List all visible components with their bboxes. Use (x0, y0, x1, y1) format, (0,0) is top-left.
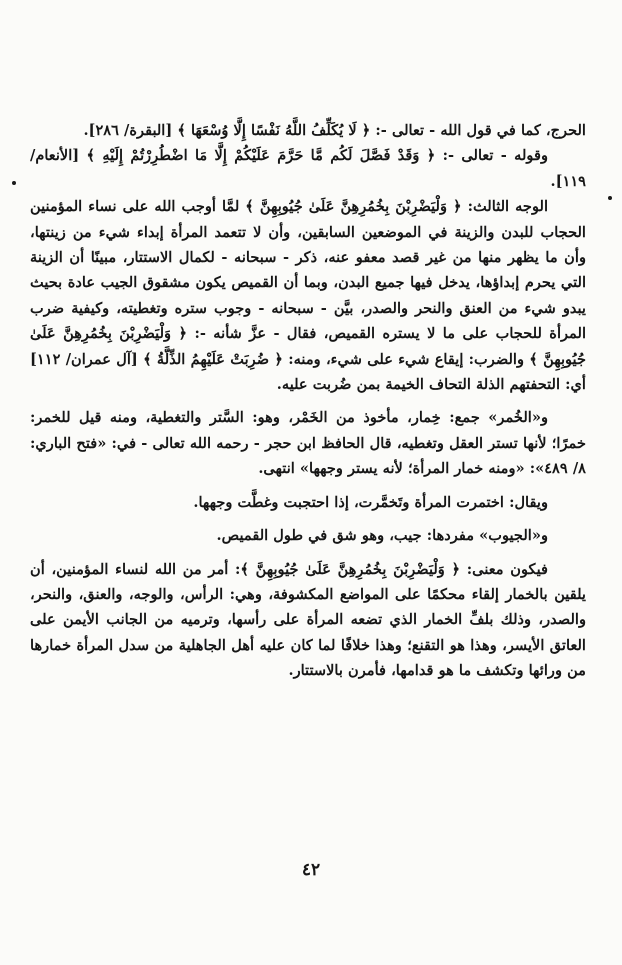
paragraph-line: الحرج، كما في قول الله - تعالى -: ﴿ لَا يُكَلِّفُ اللَّهُ نَفْسًا إِلَّا وُسْعَهَا ﴾ [البقرة/ ٢٨٦]. (83, 122, 586, 139)
paragraph-meaning: فيكون معنى: ﴿ وَلْيَضْرِبْنَ بِخُمُرِهِنَّ عَلَىٰ جُيُوبِهِنَّ ﴾: أمر من الله لنساء المؤمنين، أن يلقين بالخمار إلقاء محكمًا على المواضع المكشوفة، وهي: الرأس، والوجه، والعنق، والنحر، والصدر، وذلك بلفِّ الخمار الذي تضعه المرأة على رأسها، وترميه من الجانب الأيمن على العاتق الأيسر، وهذا هو التقنع؛ وهذا خلافًا لما كان عليه أهل الجاهلية من سدل المرأة خمارها من ورائها وتكشف ما هو قدامها، فأمرن بالاستتار. (30, 560, 586, 680)
page-number: ٤٢ (301, 860, 321, 880)
paragraph-khumur: و«الخُمر» جمع: خِمار، مأخوذ من الخَمْر، وهو: السَّتر والتغطية، ومنه قيل للخمر: خمرًا؛ لأنها تستر العقل وتغطيه، قال الحافظ ابن حجر - رحمه الله تعالى - في: «فتح الباري: ٨/ ٤٨٩»: «ومنه خمار المرأة؛ لأنه يستر وجهها» انتهى. (30, 409, 586, 478)
edge-mark (12, 181, 16, 185)
page-body (30, 118, 586, 684)
paragraph-juyub: و«الجيوب» مفردها: جيب، وهو شق في طول القميص. (216, 527, 548, 545)
paragraph-third-aspect: الوجه الثالث: ﴿ وَلْيَضْرِبْنَ بِخُمُرِهِنَّ عَلَىٰ جُيُوبِهِنَّ ﴾ لمَّا أوجب الله على نساء المؤمنين الحجاب للبدن والزينة في الموضعين السابقين، وأن لا تتعمد المرأة إبداء شيء من زينتها، وأن ما يظهر منها من غير قصد معفو عنه، ذكر - سبحانه - لكمال الاستتار، مبينًا أن الزينة التي يحرم إبداؤها، يدخل فيها جميع البدن، وبما أن القميص يكون مشقوق الجيب عادة بحيث يبدو شيء من العنق والنحر والصدر، بيَّن - سبحانه - وجوب ستره وتغطيته، وكيفية ضرب المرأة للحجاب على ما لا يستره القميص، فقال - عزَّ شأنه -: ﴿ وَلْيَضْرِبْنَ بِخُمُرِهِنَّ عَلَىٰ جُيُوبِهِنَّ ﴾ والضرب: إيقاع شيء على شيء، ومنه: ﴿ ضُرِبَتْ عَلَيْهِمُ الذِّلَّةُ ﴾ [آل عمران/ ١١٢] أي: التحفتهم الذلة التحاف الخيمة بمن ضُربت عليه. (30, 198, 586, 394)
paragraph-line: وقوله - تعالى -: ﴿ وَقَدْ فَصَّلَ لَكُم مَّا حَرَّمَ عَلَيْكُمْ إِلَّا مَا اضْطُرِرْتُمْ إِلَيْهِ ﴾ [الأنعام/ ١١٩]. (30, 147, 586, 190)
paragraph-ikhtamarat: ويقال: اختمرت المرأة وتَخمَّرت، إذا احتجبت وغطَّت وجهها. (193, 493, 548, 511)
edge-mark (608, 196, 612, 200)
